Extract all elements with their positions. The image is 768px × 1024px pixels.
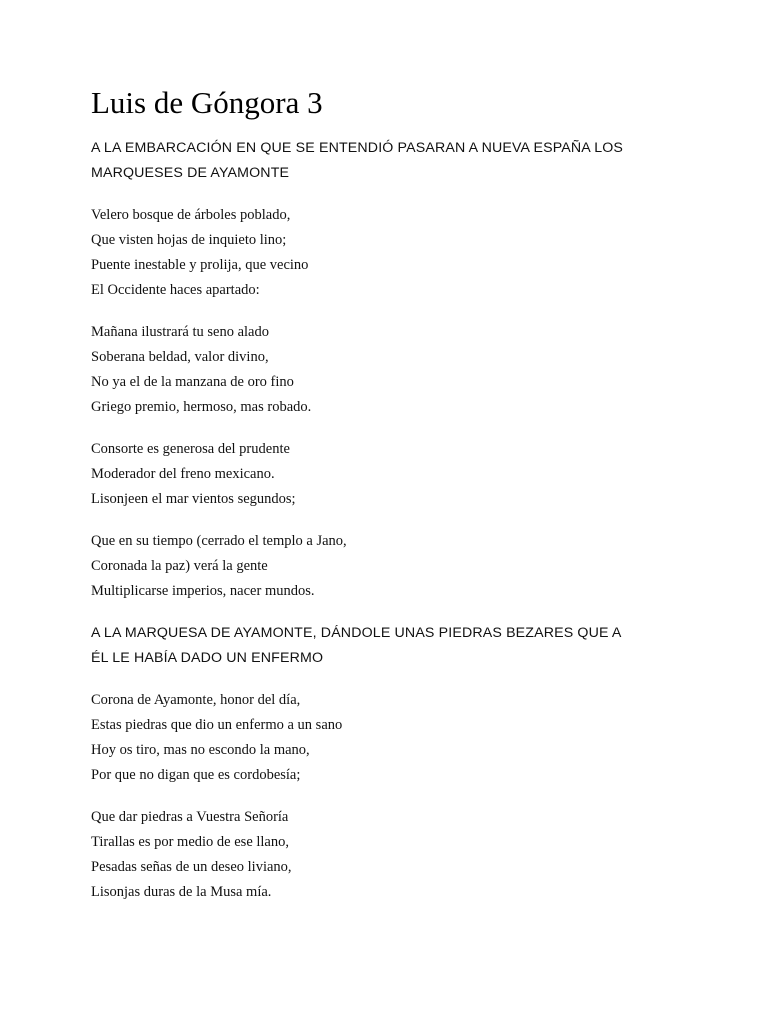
- verse-line: Lisonjas duras de la Musa mía.: [91, 884, 272, 900]
- poem-heading-line: A LA EMBARCACIÓN EN QUE SE ENTENDIÓ PASARAN A NUEVA ESPAÑA LOS: [91, 140, 624, 156]
- verse-line: Soberana beldad, valor divino,: [91, 349, 269, 365]
- poem-heading-line: MARQUESES DE AYAMONTE: [91, 165, 290, 181]
- poem-heading-line: ÉL LE HABÍA DADO UN ENFERMO: [91, 650, 324, 666]
- verse-line: Por que no digan que es cordobesía;: [91, 767, 301, 783]
- verse-line: Que dar piedras a Vuestra Señoría: [91, 809, 289, 825]
- stanza: [91, 320, 691, 420]
- stanza: [91, 203, 691, 303]
- verse-line: No ya el de la manzana de oro fino: [91, 374, 294, 390]
- verse-line: Que visten hojas de inquieto lino;: [91, 232, 287, 248]
- stanza: [91, 805, 691, 905]
- stanza: [91, 688, 691, 788]
- document-title: Luis de Góngora 3: [91, 85, 323, 120]
- verse-line: Lisonjeen el mar vientos segundos;: [91, 491, 296, 507]
- verse-line: El Occidente haces apartado:: [91, 282, 260, 298]
- verse-line: Consorte es generosa del prudente: [91, 441, 290, 457]
- verse-line: Puente inestable y prolija, que vecino: [91, 257, 309, 273]
- verse-line: Hoy os tiro, mas no escondo la mano,: [91, 742, 310, 758]
- verse-line: Tirallas es por medio de ese llano,: [91, 834, 289, 850]
- verse-line: Mañana ilustrará tu seno alado: [91, 324, 269, 340]
- verse-line: Moderador del freno mexicano.: [91, 466, 275, 482]
- verse-line: Velero bosque de árboles poblado,: [91, 207, 291, 223]
- stanza: [91, 529, 691, 604]
- poem-heading: [91, 621, 691, 671]
- document-page: [91, 84, 691, 922]
- poem-2: [91, 621, 691, 905]
- verse-line: Pesadas señas de un deseo liviano,: [91, 859, 292, 875]
- poem-heading-line: A LA MARQUESA DE AYAMONTE, DÁNDOLE UNAS PIEDRAS BEZARES QUE A: [91, 625, 622, 641]
- stanza: [91, 437, 691, 512]
- verse-line: Coronada la paz) verá la gente: [91, 558, 268, 574]
- verse-line: Que en su tiempo (cerrado el templo a Jano,: [91, 533, 347, 549]
- poem-heading: [91, 136, 691, 186]
- poem-1: [91, 136, 691, 604]
- verse-line: Corona de Ayamonte, honor del día,: [91, 692, 301, 708]
- verse-line: Griego premio, hermoso, mas robado.: [91, 399, 312, 415]
- verse-line: Multiplicarse imperios, nacer mundos.: [91, 583, 315, 599]
- verse-line: Estas piedras que dio un enfermo a un sano: [91, 717, 343, 733]
